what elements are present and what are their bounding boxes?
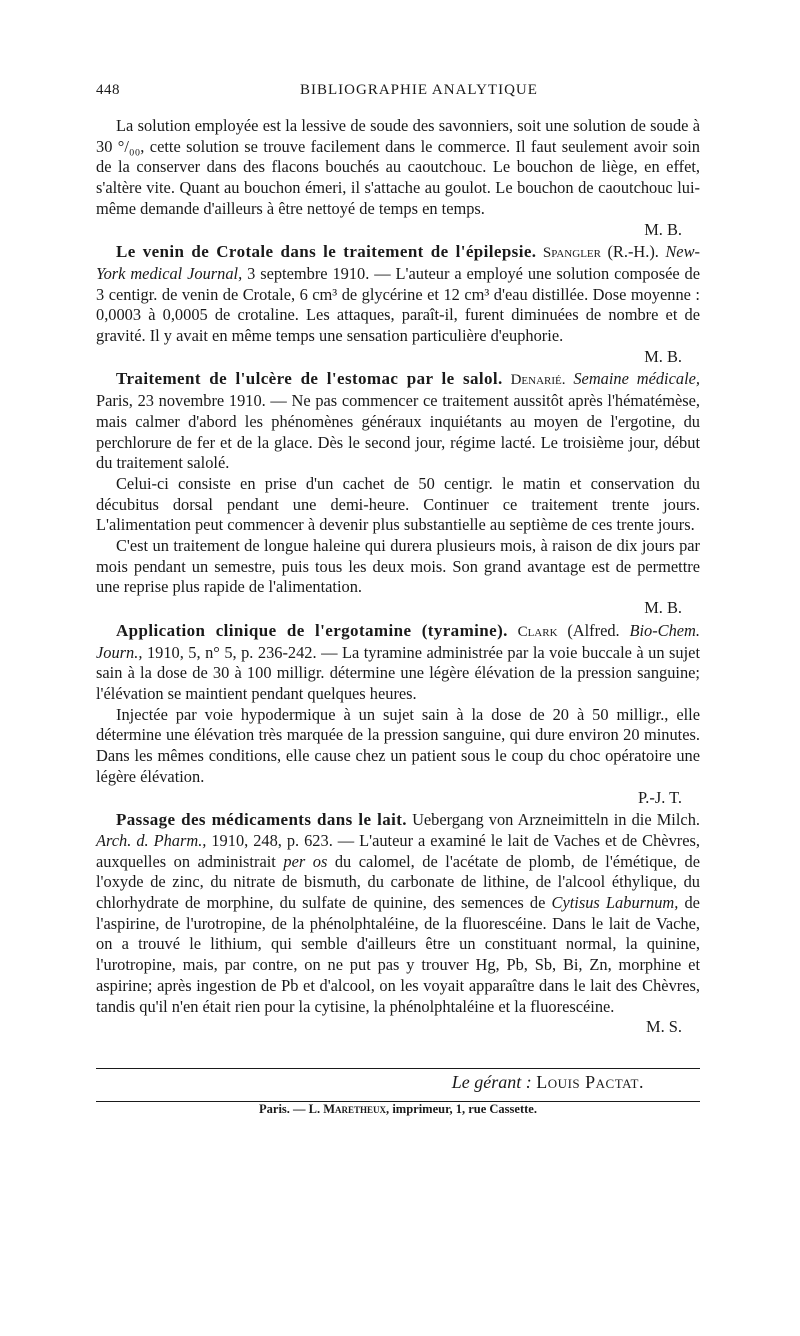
footer-rule (96, 1068, 700, 1069)
article-italic-term: Cytisus Laburnum, (551, 893, 679, 913)
article-paragraph: Injectée par voie hypodermique à un sujet sain à la dose de 20 à 50 milligr., elle détermine une élévation très marquée de la pression sanguine, qui dure environ 20 minutes. Dans les mêmes conditions, elle cause chez un patient sous le coup du choc opératoire une légère élévation. (96, 704, 700, 786)
article-text: de l'aspirine, de l'urotropine, de la phénolphtaléine, de la fluorescéine. Dans le lait de Vache, on a trouvé le lithium, qui semble d'ailleurs être un constituant normal, la quinine, l'urotropine, mais, par contre, on ne put pas y trouver Hg, Pb, Sb, Bi, Zn, morphine et aspirine; après ingestion de Pb et d'alcool, on les voyait apparaître dans le lait des Chèvres, tandis qu'il n'en était rien pour la cytisine, la phénolphtaléine et la fluorescéine. (96, 893, 700, 1016)
article-journal: Semaine médicale, (573, 369, 700, 389)
article-ulcere-estomac (96, 369, 700, 474)
article-title: Application clinique de l'ergotamine (tyramine). (116, 620, 508, 640)
article-paragraph: Celui-ci consiste en prise d'un cachet de 50 centigr. le matin et conservation du décubitus dorsal pendant une demi-heure. Continuer ce traitement trente jours. L'alimentation peut commencer à devenir plus substantielle au septième de ces trente jours. (96, 473, 700, 535)
intro-signature: M. B. (644, 219, 682, 239)
printer-imprint: Paris. — L. Maretheux, imprimeur, 1, rue Cassette. (259, 1102, 537, 1116)
article-venin-crotale (96, 242, 700, 347)
gerant-label: Le gérant : (451, 1072, 532, 1092)
article-author: Spangler (542, 245, 601, 262)
article-signature: M. B. (644, 598, 682, 618)
page-number: 448 (96, 82, 120, 98)
article-text: 3 septembre 1910. — L'auteur a employé une solution composée de 3 centigr. de venin de Crotale, 6 cm³ de glycérine et 12 cm³ d'eau distillée. Dose moyenne : 0,0003 à 0,0005 de crotaline. Les attaques, paraît-il, furent diminuées de nombre et de gravité. Il y avait en même temps une sensation particulière d'euphorie. (96, 263, 700, 346)
article-signature: M. S. (646, 1017, 682, 1037)
page-body (96, 116, 700, 1038)
intro-paragraph: La solution employée est la lessive de soude des savonniers, soit une solution de soude à 30 °/₀₀, cette solution se trouve facilement dans le commerce. Il faut seulement avoir soin de la conserver dans des flacons bouchés au caoutchouc. Le bouchon de liège, en effet, s'altère vite. Quant au bouchon émeri, il s'attache au goulot. Le bouchon de caoutchouc lui-même demande d'ailleurs à être nettoyé de temps en temps. (96, 116, 700, 218)
article-text: 1910, 248, p. 623. — L'auteur a examiné le lait de Vaches et de Chèvres, auxquelles on administrait (96, 830, 700, 871)
article-text: du calomel, de l'acétate de plomb, de l'émétique, de l'oxyde de zinc, du nitrate de bismuth, du carbonate de lithine, de l'alcool éthylique, du chlorhydrate de morphine, du sulfate de quinine, des semences de (96, 851, 700, 913)
article-italic-term: per os (283, 851, 328, 871)
article-journal: Bio-Chem. Journ., (96, 620, 700, 662)
article-title: Traitement de l'ulcère de l'estomac par le salol. (116, 369, 503, 389)
article-signature: M. B. (644, 346, 682, 366)
article-author: Denarié. (510, 372, 566, 389)
article-author-initials: (R.-H.). (607, 242, 659, 262)
article-author-initials: (Alfred. (567, 620, 620, 640)
article-author: Clark (517, 623, 558, 640)
gerant-line (96, 1072, 644, 1093)
article-ergotamine (96, 621, 700, 705)
article-german-title: Uebergang von Arzneimitteln in die Milch. (412, 810, 700, 830)
article-journal: Arch. d. Pharm., (96, 830, 207, 850)
printer-name: Maretheux, (323, 1102, 390, 1116)
article-paragraph: C'est un traitement de longue haleine qui durera plusieurs mois, à raison de dix jours par mois pendant un semestre, puis tous les deux mois. Son grand avantage est de permettre une reprise plus rapide de l'alimentation. (96, 536, 700, 597)
article-signature: P.-J. T. (637, 787, 682, 807)
article-journal: New-York medical Journal, (96, 242, 700, 283)
article-passage-lait (96, 810, 700, 1017)
page-header (96, 82, 696, 104)
article-text: Paris, 23 novembre 1910. — Ne pas commencer ce traitement aussitôt après l'hématémèse, mais calmer d'abord les phénomènes généraux inquiétants au moyen de l'ergotine, du perchlorure de fer et de la glace. Dès le second jour, régime lacté. Le troisième jour, début du traitement salolé. (96, 391, 700, 473)
article-text: 1910, 5, n° 5, p. 236-242. — La tyramine administrée par la voie buccale à un sujet sain à la dose de 30 à 100 milligr. détermine une légère élévation de la pression sanguine; l'élévation se maintient pendant quelques heures. (96, 642, 700, 703)
running-title: BIBLIOGRAPHIE ANALYTIQUE (300, 82, 538, 98)
article-title: Passage des médicaments dans le lait. (116, 810, 407, 830)
article-title: Le venin de Crotale dans le traitement de l'épilepsie. (116, 242, 537, 262)
gerant-name: Louis Pactat. (536, 1072, 644, 1092)
